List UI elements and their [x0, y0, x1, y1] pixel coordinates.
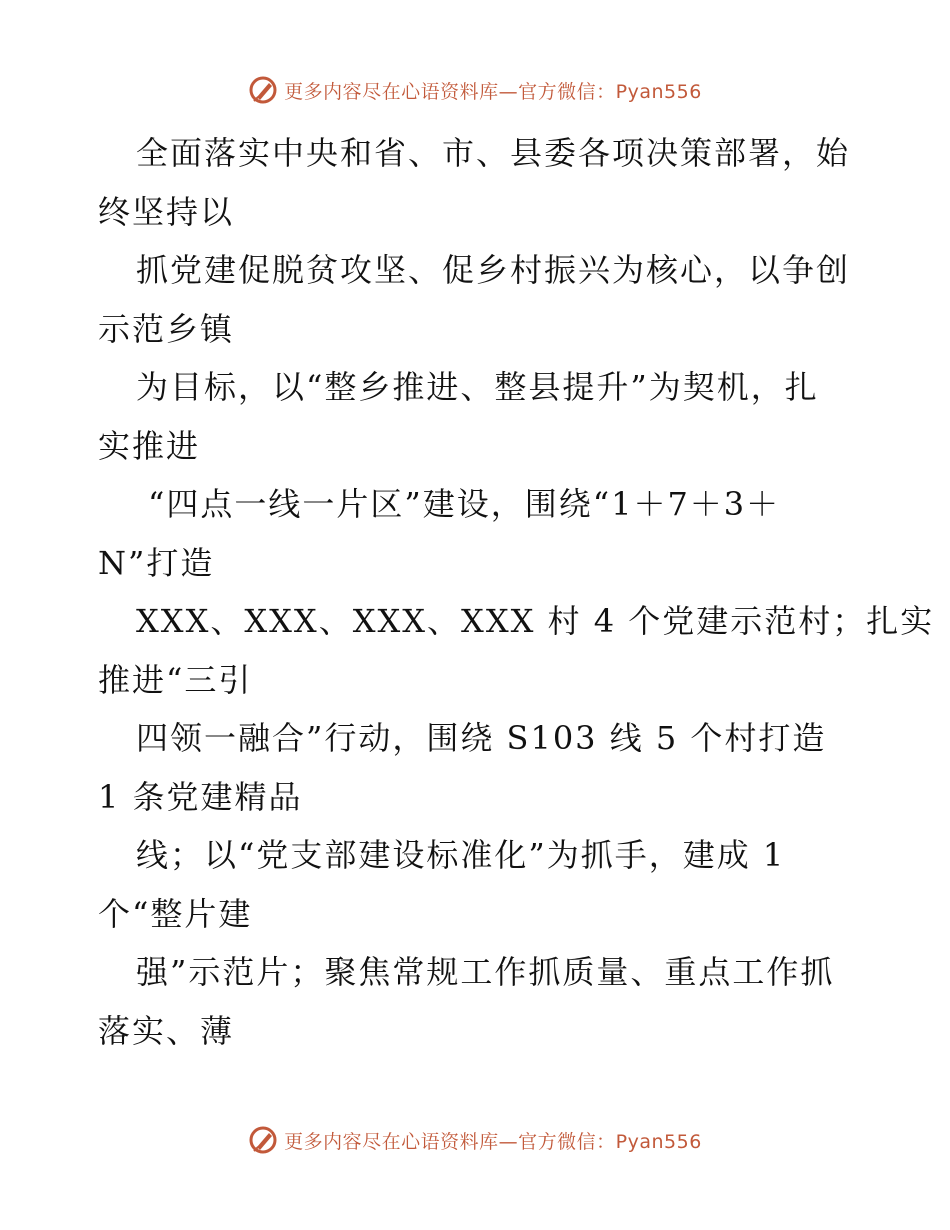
body-line: 推进“三引 [98, 660, 253, 699]
watermark-text: 更多内容尽在心语资料库—官方微信：Pyan556 [284, 1130, 702, 1153]
header-watermark [0, 70, 950, 110]
pen-logo-icon [248, 1125, 278, 1155]
body-line: 为目标，以“整乡推进、整县提升”为契机，扎 [136, 368, 819, 406]
body-line: 个“整片建 [98, 894, 253, 933]
body-line: 1 条党建精品 [98, 777, 303, 816]
document-body [98, 124, 935, 1060]
body-line: 强”示范片；聚焦常规工作抓质量、重点工作抓 [136, 953, 835, 991]
footer-watermark [0, 1120, 950, 1160]
body-line: 抓党建促脱贫攻坚、促乡村振兴为核心，以争创 [136, 251, 851, 289]
body-line: 实推进 [98, 426, 201, 465]
body-line: N”打造 [98, 543, 215, 582]
body-line: 落实、薄 [98, 1011, 235, 1050]
body-line: 线；以“党支部建设标准化”为抓手，建成 1 [136, 836, 786, 874]
watermark-text: 更多内容尽在心语资料库—官方微信：Pyan556 [284, 80, 702, 103]
body-line: 全面落实中央和省、市、县委各项决策部署，始 [136, 134, 851, 172]
body-line: 示范乡镇 [98, 309, 235, 348]
body-line: XXX、XXX、XXX、XXX 村 4 个党建示范村；扎实 [136, 602, 935, 640]
body-line: “四点一线一片区”建设，围绕“1＋7＋3＋ [148, 485, 781, 523]
body-line: 四领一融合”行动，围绕 S103 线 5 个村打造 [136, 719, 827, 757]
body-line: 终坚持以 [98, 192, 235, 231]
pen-logo-icon [248, 75, 278, 105]
